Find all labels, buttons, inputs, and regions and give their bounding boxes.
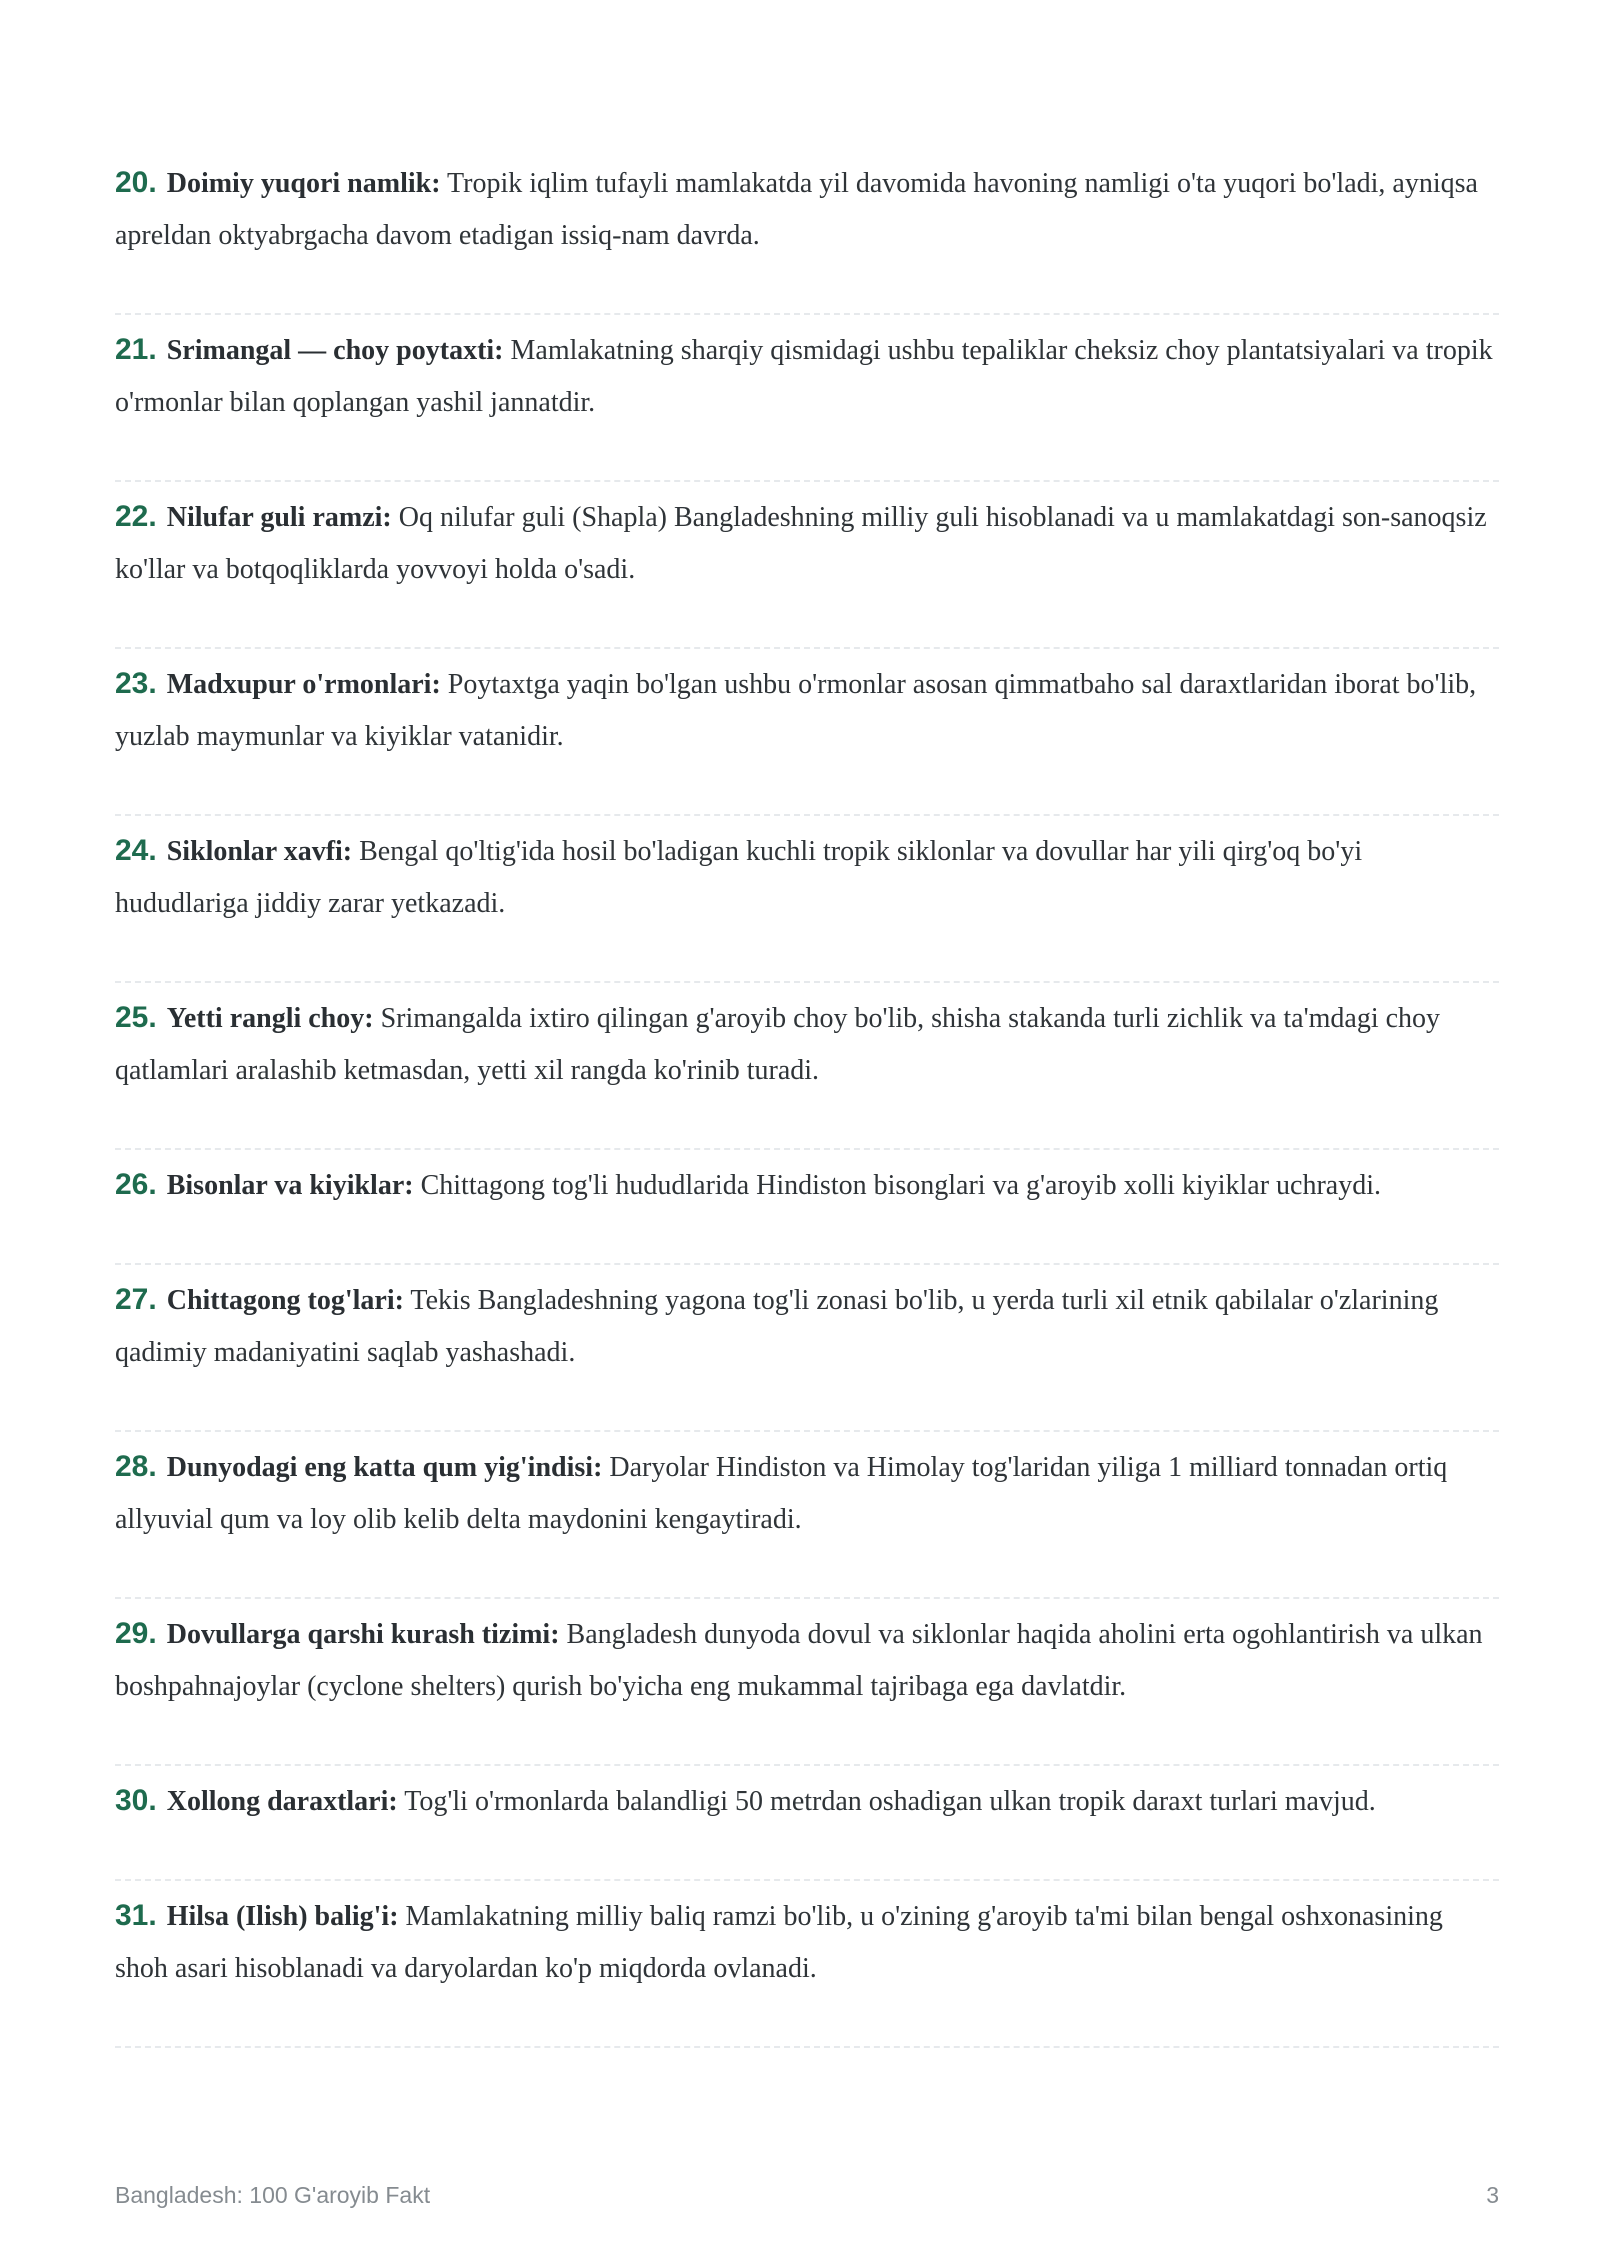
- fact-title: Nilufar guli ramzi:: [166, 502, 392, 533]
- fact-title: Hilsa (Ilish) balig'i:: [166, 1901, 399, 1932]
- fact-item-21: [115, 315, 1499, 482]
- fact-number: 28.: [115, 1450, 157, 1483]
- fact-text: Daryolar Hindiston va Himolay tog'laridan yiliga 1 milliard tonnadan ortiq allyuvial qum va loy olib kelib delta maydonini kengaytiradi.: [115, 1452, 1448, 1535]
- fact-number: 22.: [115, 500, 157, 533]
- fact-title: Madxupur o'rmonlari:: [166, 669, 441, 700]
- fact-title: Doimiy yuqori namlik:: [166, 168, 441, 199]
- fact-text: Srimangalda ixtiro qilingan g'aroyib choy bo'lib, shisha stakanda turli zichlik va ta'mdagi choy qatlamlari aralashib ketmasdan, yetti xil rangda ko'rinib turadi.: [115, 1003, 1441, 1086]
- fact-text: Tog'li o'rmonlarda balandligi 50 metrdan oshadigan ulkan tropik daraxt turlari mavjud.: [397, 1786, 1376, 1817]
- fact-number: 21.: [115, 333, 157, 366]
- fact-item-26: [115, 1150, 1499, 1265]
- fact-text: Chittagong tog'li hududlarida Hindiston bisonglari va g'aroyib xolli kiyiklar uchraydi.: [413, 1170, 1381, 1201]
- fact-text: Mamlakatning milliy baliq ramzi bo'lib, u o'zining g'aroyib ta'mi bilan bengal oshxonasining shoh asari hisoblanadi va daryolardan ko'p miqdorda ovlanadi.: [115, 1901, 1443, 1984]
- fact-number: 31.: [115, 1899, 157, 1932]
- footer-title: Bangladesh: 100 G'aroyib Fakt: [115, 2182, 431, 2208]
- fact-item-30: [115, 1766, 1499, 1881]
- fact-title: Bisonlar va kiyiklar:: [166, 1170, 414, 1201]
- fact-title: Siklonlar xavfi:: [166, 836, 353, 867]
- fact-number: 30.: [115, 1784, 157, 1817]
- fact-number: 26.: [115, 1168, 157, 1201]
- fact-item-29: [115, 1599, 1499, 1766]
- fact-title: Yetti rangli choy:: [166, 1003, 374, 1034]
- fact-title: Dovullarga qarshi kurash tizimi:: [166, 1619, 560, 1650]
- fact-text: Mamlakatning sharqiy qismidagi ushbu tepaliklar cheksiz choy plantatsiyalari va tropik o'rmonlar bilan qoplangan yashil jannatdir.: [115, 335, 1493, 418]
- fact-title: Srimangal — choy poytaxti:: [166, 335, 504, 366]
- fact-item-22: [115, 482, 1499, 649]
- fact-number: 27.: [115, 1283, 157, 1316]
- facts-list: [115, 148, 1499, 2048]
- fact-title: Xollong daraxtlari:: [166, 1786, 398, 1817]
- fact-text: Tropik iqlim tufayli mamlakatda yil davomida havoning namligi o'ta yuqori bo'ladi, ayniqsa apreldan oktyabrgacha davom etadigan issiq-nam davrda.: [115, 168, 1478, 251]
- fact-text: Bengal qo'ltig'ida hosil bo'ladigan kuchli tropik siklonlar va dovullar har yili qirg'oq bo'yi hududlariga jiddiy zarar yetkazadi.: [115, 836, 1363, 919]
- fact-number: 29.: [115, 1617, 157, 1650]
- fact-item-24: [115, 816, 1499, 983]
- fact-text: Tekis Bangladeshning yagona tog'li zonasi bo'lib, u yerda turli xil etnik qabilalar o'zlarining qadimiy madaniyatini saqlab yashashadi.: [115, 1285, 1439, 1368]
- fact-item-31: [115, 1881, 1499, 2048]
- fact-text: Poytaxtga yaqin bo'lgan ushbu o'rmonlar asosan qimmatbaho sal daraxtlaridan iborat bo'lib, yuzlab maymunlar va kiyiklar vatanidir.: [115, 669, 1477, 752]
- fact-number: 23.: [115, 667, 157, 700]
- page-footer: [115, 2182, 1499, 2209]
- fact-item-28: [115, 1432, 1499, 1599]
- fact-number: 25.: [115, 1001, 157, 1034]
- fact-text: Bangladesh dunyoda dovul va siklonlar haqida aholini erta ogohlantirish va ulkan boshpahnajoylar (cyclone shelters) qurish bo'yicha eng mukammal tajribaga ega davlatdir.: [115, 1619, 1483, 1702]
- fact-item-25: [115, 983, 1499, 1150]
- fact-number: 20.: [115, 166, 157, 199]
- fact-title: Chittagong tog'lari:: [166, 1285, 404, 1316]
- page-number: 3: [1486, 2182, 1499, 2208]
- fact-item-20: [115, 148, 1499, 315]
- fact-item-23: [115, 649, 1499, 816]
- fact-item-27: [115, 1265, 1499, 1432]
- fact-title: Dunyodagi eng katta qum yig'indisi:: [166, 1452, 603, 1483]
- fact-number: 24.: [115, 834, 157, 867]
- fact-text: Oq nilufar guli (Shapla) Bangladeshning milliy guli hisoblanadi va u mamlakatdagi son-sanoqsiz ko'llar va botqoqliklarda yovvoyi holda o'sadi.: [115, 502, 1487, 585]
